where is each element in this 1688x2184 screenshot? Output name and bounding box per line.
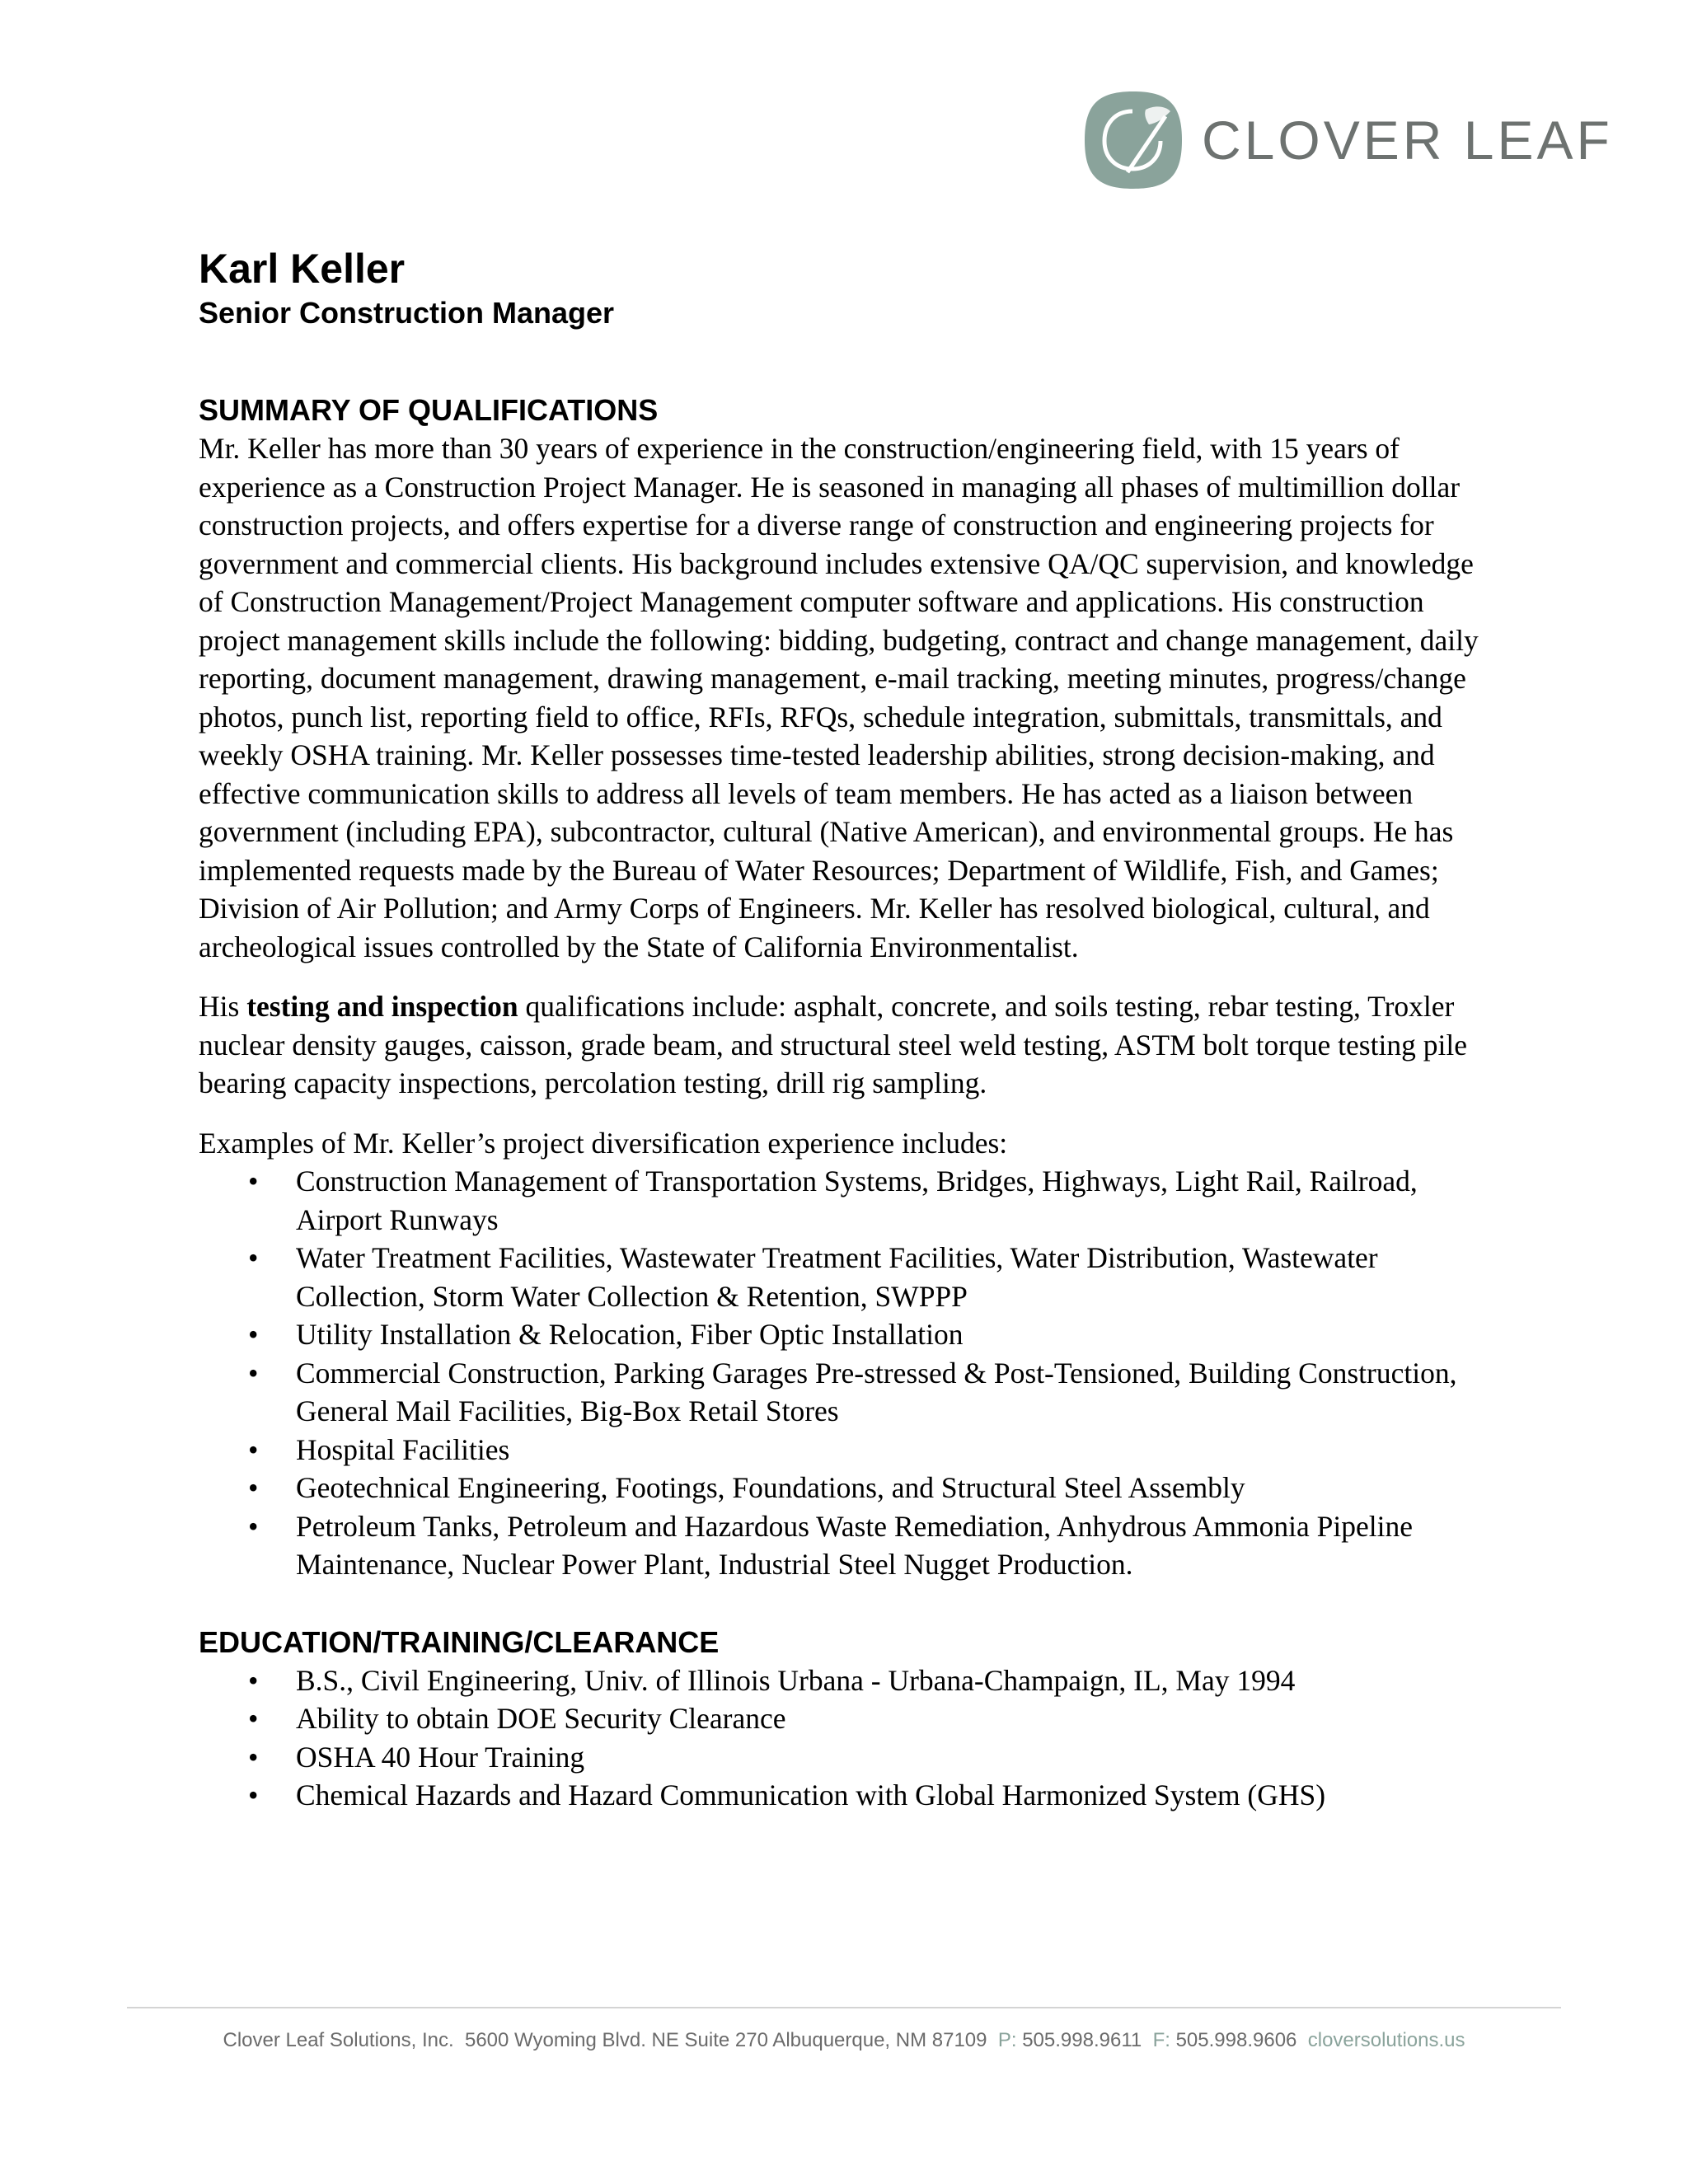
bullet-icon: • bbox=[248, 1740, 259, 1774]
list-item-text: Ability to obtain DOE Security Clearance bbox=[296, 1702, 786, 1735]
footer-company: Clover Leaf Solutions, Inc. bbox=[223, 2029, 454, 2051]
summary-heading: SUMMARY OF QUALIFICATIONS bbox=[199, 393, 659, 427]
footer-fax: 505.998.9606 bbox=[1175, 2029, 1297, 2051]
bullet-icon: • bbox=[248, 1471, 259, 1504]
list-item bbox=[199, 1469, 1493, 1507]
clover-leaf-icon bbox=[1080, 87, 1187, 194]
footer-phone-label: P: bbox=[997, 2029, 1017, 2051]
list-item bbox=[199, 1162, 1493, 1239]
list-item bbox=[199, 1431, 1493, 1469]
bullet-icon: • bbox=[248, 1432, 259, 1466]
person-name: Karl Keller bbox=[199, 246, 406, 292]
list-item bbox=[199, 1239, 1493, 1315]
list-item bbox=[199, 1661, 1493, 1700]
list-item-text: Construction Management of Transportation Systems, Bridges, Highways, Light Rail, Railroad, Airport Runways bbox=[296, 1165, 1418, 1236]
logo-wordmark: CLOVER LEAF bbox=[1202, 110, 1613, 171]
footer-address: 5600 Wyoming Blvd. NE Suite 270 Albuquerque, NM 87109 bbox=[464, 2029, 987, 2051]
list-item-text: Petroleum Tanks, Petroleum and Hazardous Waste Remediation, Anhydrous Ammonia Pipeline Maintenance, Nuclear Power Plant, Industrial Steel Nugget Production. bbox=[296, 1509, 1413, 1581]
bullet-icon: • bbox=[248, 1779, 259, 1811]
education-list bbox=[199, 1661, 1493, 1815]
list-item-text: Geotechnical Engineering, Footings, Foundations, and Structural Steel Assembly bbox=[296, 1471, 1245, 1504]
testing-paragraph bbox=[199, 987, 1493, 1103]
list-item bbox=[199, 1315, 1493, 1354]
list-item-text: Commercial Construction, Parking Garages Pre-stressed & Post-Tensioned, Building Construction, General Mail Facilities, Big-Box Retail Stores bbox=[296, 1356, 1457, 1427]
resume-body bbox=[199, 243, 1493, 1815]
list-item-text: Chemical Hazards and Hazard Communication with Global Harmonized System (GHS) bbox=[296, 1779, 1326, 1811]
testing-bold-phrase: testing and inspection bbox=[246, 990, 518, 1023]
testing-rest: qualifications include: asphalt, concrete, and soils testing, rebar testing, Troxler nuclear density gauges, caisson, grade beam, and structural steel weld testing, ASTM bolt torque testing pile bearing capacity inspections, percolation testing, drill rig sampling. bbox=[199, 990, 1467, 1099]
company-logo bbox=[1080, 87, 1613, 194]
bullet-icon: • bbox=[248, 1165, 259, 1197]
footer-divider bbox=[127, 2007, 1561, 2008]
list-item-text: Utility Installation & Relocation, Fiber Optic Installation bbox=[296, 1318, 964, 1351]
list-item-text: Water Treatment Facilities, Wastewater Treatment Facilities, Water Distribution, Wastewater Collection, Storm Water Collection & Retention, SWPPP bbox=[296, 1241, 1378, 1313]
bullet-icon: • bbox=[248, 1318, 259, 1351]
footer-phone: 505.998.9611 bbox=[1022, 2029, 1142, 2051]
list-item bbox=[199, 1738, 1493, 1777]
person-title: Senior Construction Manager bbox=[199, 296, 615, 330]
bullet-icon: • bbox=[248, 1702, 259, 1735]
list-item bbox=[199, 1354, 1493, 1431]
bullet-icon: • bbox=[248, 1509, 259, 1543]
bullet-icon: • bbox=[248, 1356, 259, 1390]
footer-website-link[interactable]: cloversolutions.us bbox=[1307, 2029, 1465, 2051]
bullet-icon: • bbox=[248, 1241, 259, 1274]
list-item-text: OSHA 40 Hour Training bbox=[296, 1740, 585, 1774]
examples-list bbox=[199, 1162, 1493, 1584]
summary-paragraph: Mr. Keller has more than 30 years of experience in the construction/engineering field, with 15 years of experience as a Construction Project Manager. He is seasoned in managing all phases of multimillion dollar construction projects, and offers expertise for a diverse range of construction and engineering projects for government and commercial clients. His background includes extensive QA/QC supervision, and knowledge of Construction Management/Project Management computer software and applications. His construction project management skills include the following: bidding, budgeting, contract and change management, daily reporting, document management, drawing management, e-mail tracking, meeting minutes, progress/change photos, punch list, reporting field to office, RFIs, RFQs, schedule integration, submittals, transmittals, and weekly OSHA training. Mr. Keller possesses time-tested leadership abilities, strong decision-making, and effective communication skills to address all levels of team members. He has acted as a liaison between government (including EPA), subcontractor, cultural (Native American), and environmental groups. He has implemented requests made by the Bureau of Water Resources; Department of Wildlife, Fish, and Games; Division of Air Pollution; and Army Corps of Engineers. Mr. Keller has resolved biological, cultural, and archeological issues controlled by the State of California Environmentalist. bbox=[199, 432, 1479, 963]
bullet-icon: • bbox=[248, 1663, 259, 1697]
testing-prefix: His bbox=[199, 990, 240, 1023]
page-footer bbox=[0, 2029, 1688, 2052]
list-item-text: Hospital Facilities bbox=[296, 1432, 510, 1466]
list-item bbox=[199, 1699, 1493, 1738]
examples-intro: Examples of Mr. Keller’s project diversification experience includes: bbox=[199, 1126, 1008, 1160]
footer-fax-label: F: bbox=[1152, 2029, 1170, 2051]
list-item bbox=[199, 1507, 1493, 1584]
list-item-text: B.S., Civil Engineering, Univ. of Illinois Urbana - Urbana-Champaign, IL, May 1994 bbox=[296, 1663, 1296, 1697]
list-item bbox=[199, 1776, 1493, 1815]
education-heading: EDUCATION/TRAINING/CLEARANCE bbox=[199, 1624, 720, 1659]
